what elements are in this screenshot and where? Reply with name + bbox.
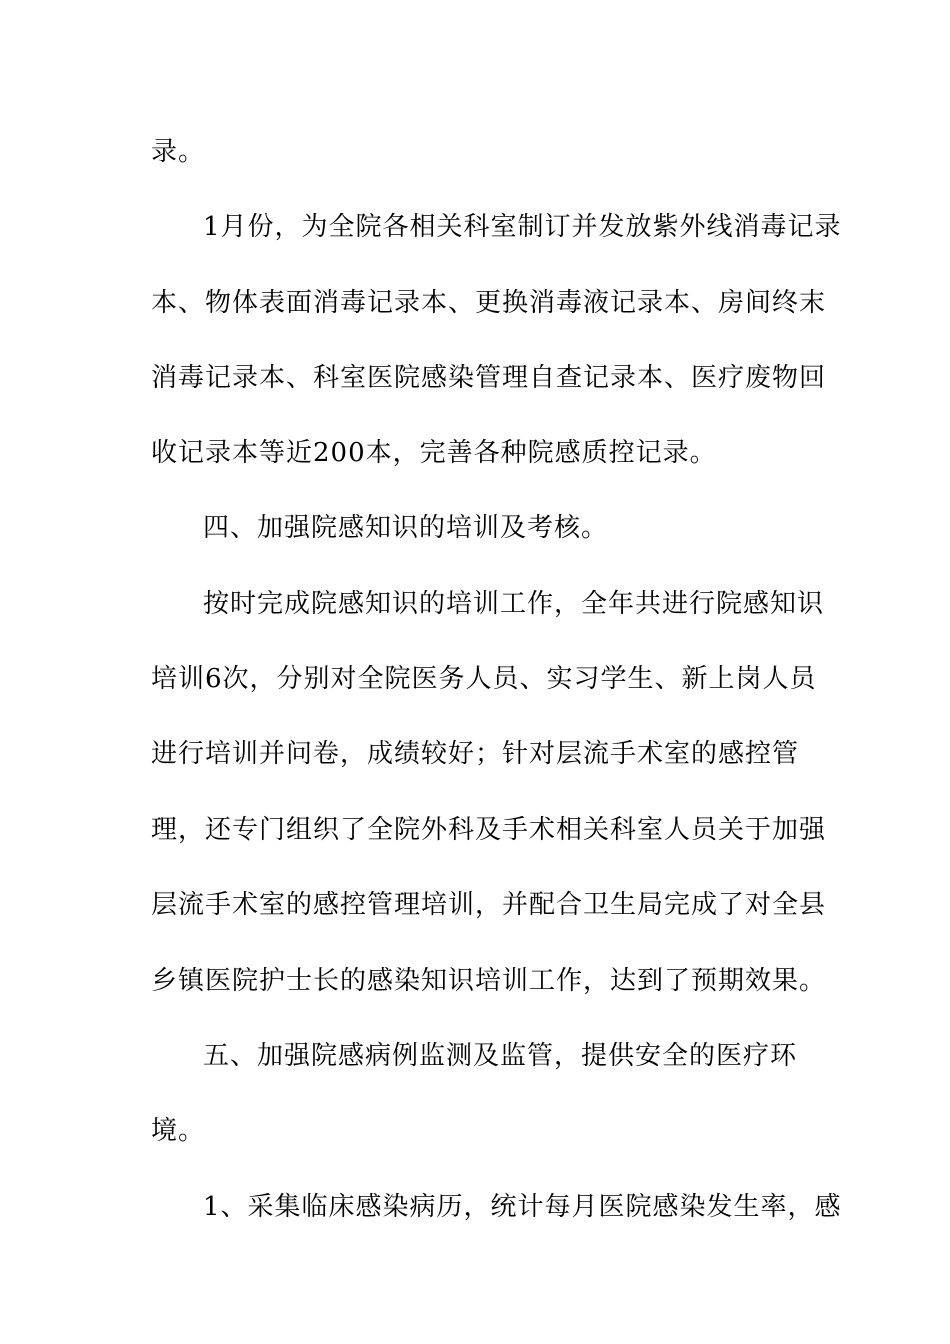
text-line: 本、物体表面消毒记录本、更换消毒液记录本、房间终末: [151, 288, 827, 318]
text-line: 录。: [151, 137, 206, 167]
text-line: 层流手术室的感控管理培训，并配合卫生局完成了对全县: [151, 890, 827, 920]
paragraph-start-line: 按时完成院感知识的培训工作，全年共进行院感知识: [203, 589, 825, 619]
list-item-line: 1、采集临床感染病历，统计每月医院感染发生率，感: [203, 1192, 842, 1222]
text-line: 乡镇医院护士长的感染知识培训工作，达到了预期效果。: [151, 966, 827, 996]
text-line: 理，还专门组织了全院外科及手术相关科室人员关于加强: [151, 815, 827, 845]
paragraph-start-line: 1月份，为全院各相关科室制订并发放紫外线消毒记录: [203, 212, 842, 242]
section-heading: 四、加强院感知识的培训及考核。: [203, 513, 609, 543]
text-line: 消毒记录本、科室医院感染管理自查记录本、医疗废物回: [151, 363, 827, 393]
text-line: 进行培训并问卷，成绩较好；针对层流手术室的感控管: [151, 739, 800, 769]
text-line: 收记录本等近200本，完善各种院感质控记录。: [151, 438, 717, 468]
section-heading: 五、加强院感病例监测及监管，提供安全的医疗环: [203, 1041, 798, 1071]
text-line: 境。: [151, 1116, 206, 1146]
text-line: 培训6次，分别对全院医务人员、实习学生、新上岗人员: [151, 664, 817, 694]
